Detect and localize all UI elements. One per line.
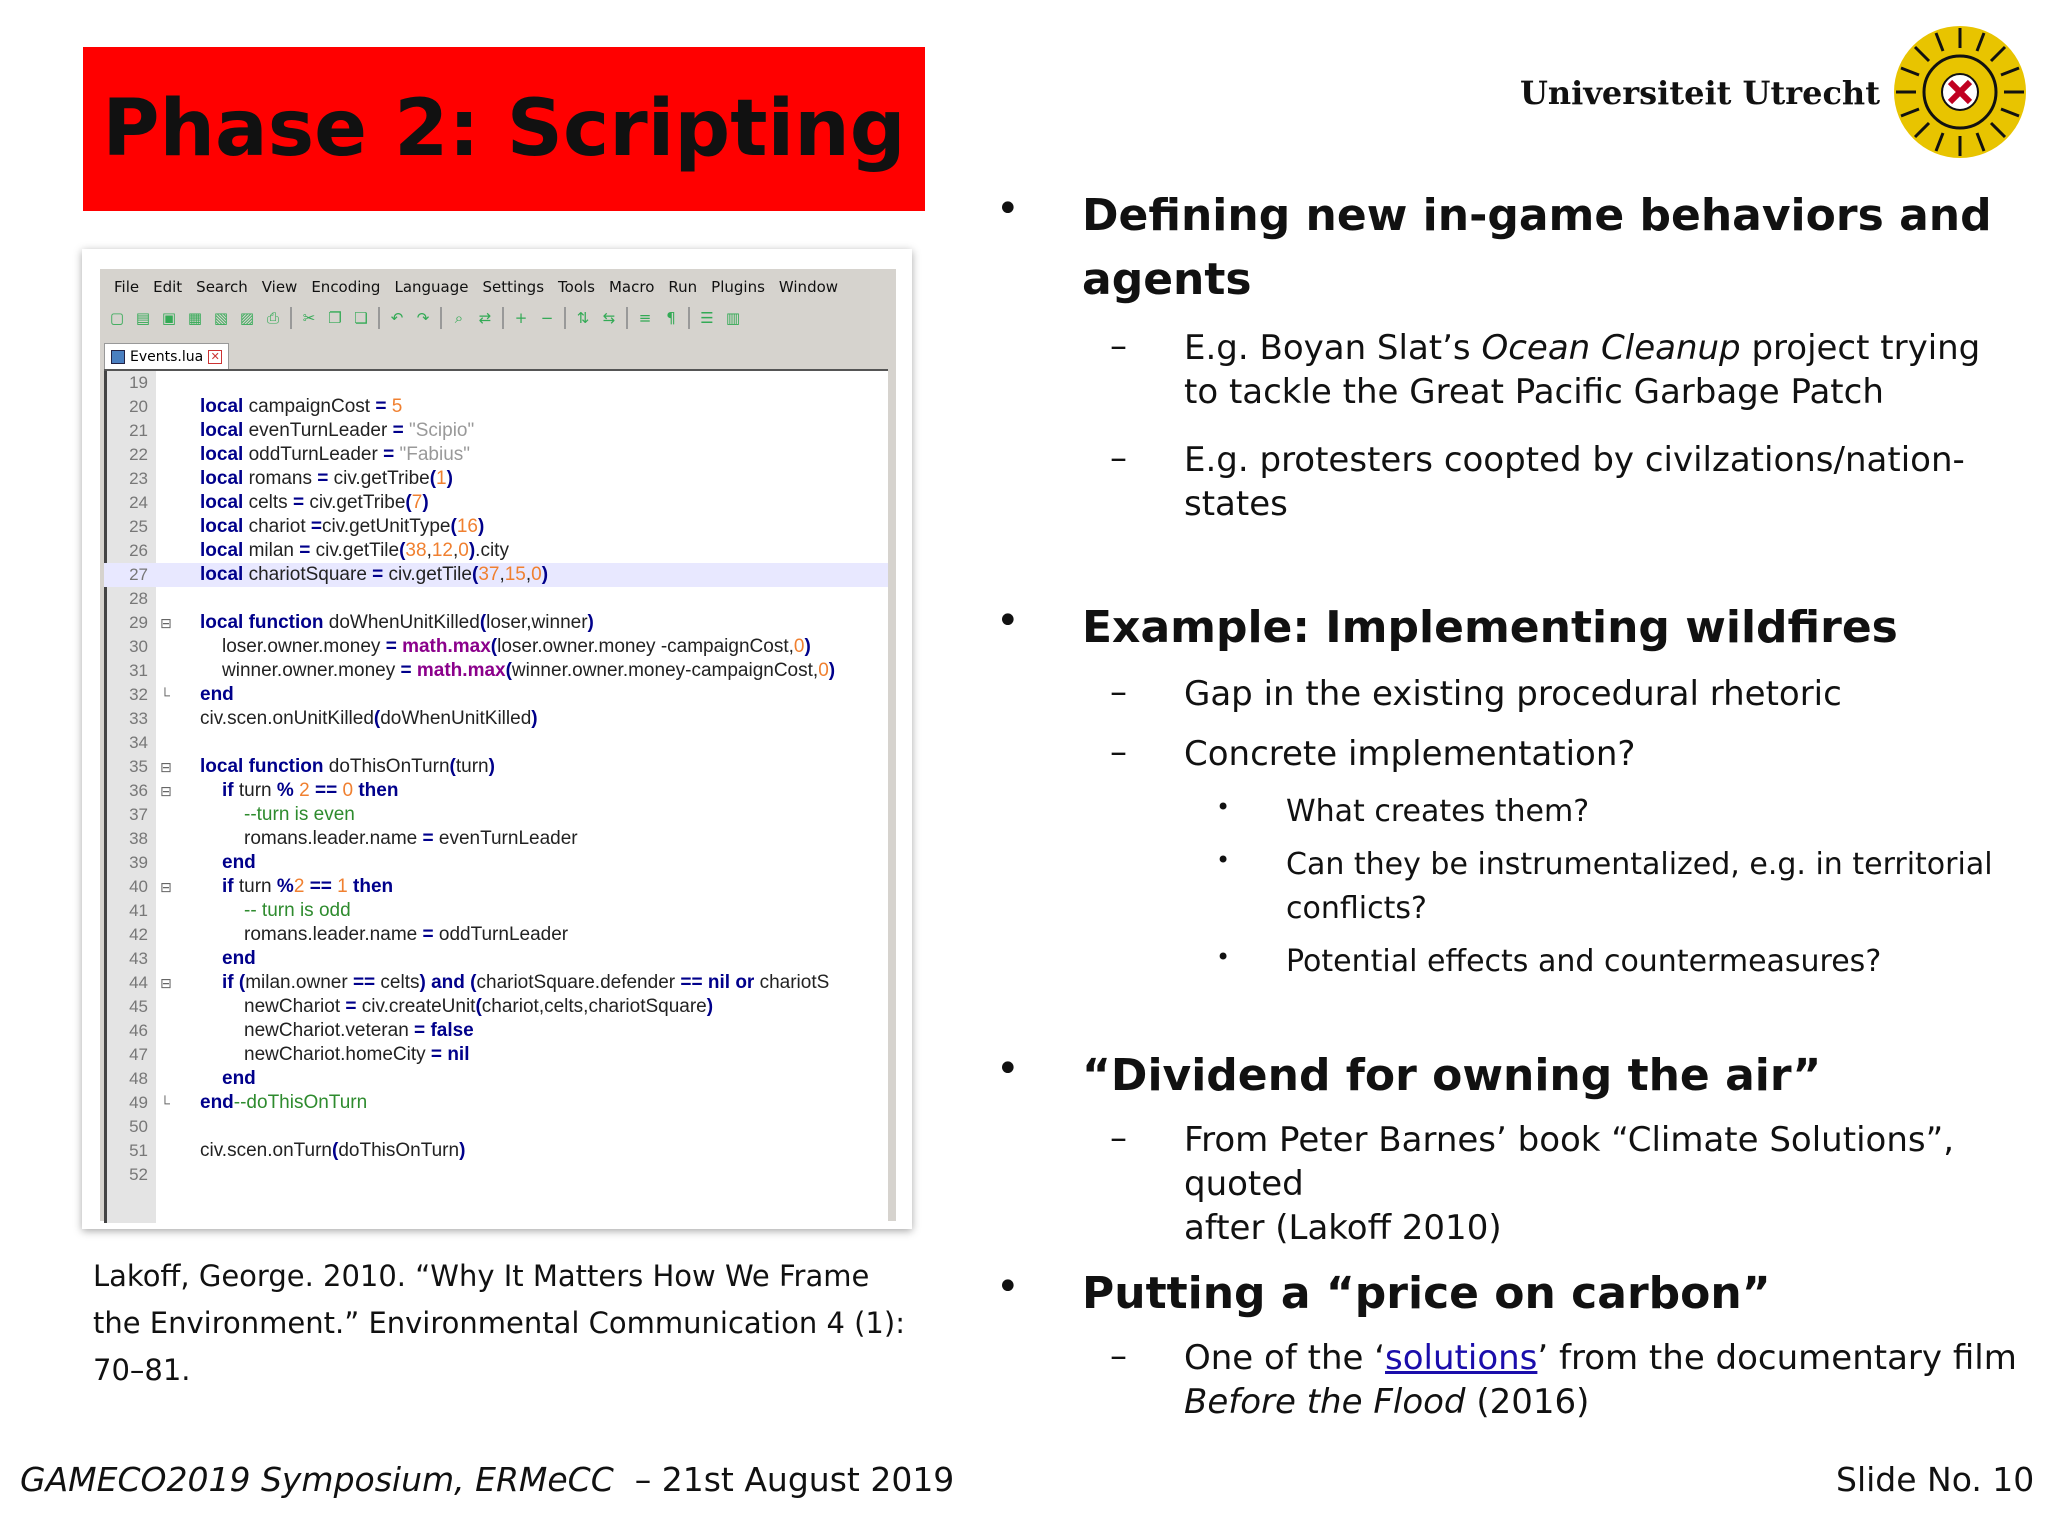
- footer-event: GAMECO2019 Symposium, ERMeCC – 21st August 2019: [20, 1460, 955, 1499]
- code-line: 45 newChariot = civ.createUnit(chariot,celts,chariotSquare): [129, 996, 714, 1017]
- replace-icon: ⇄: [478, 309, 492, 327]
- zoom-in-icon: +: [514, 309, 528, 327]
- code-line: 22 local oddTurnLeader = "Fabius": [129, 444, 471, 465]
- print-icon: ⎙: [266, 309, 279, 327]
- slide-title: Phase 2: Scripting: [102, 84, 906, 174]
- code-line: 26 local milan = civ.getTile(38,12,0).city: [129, 540, 509, 561]
- bullet-3-sub-1: From Peter Barnes’ book “Climate Solutions”, quoted after (Lakoff 2010): [1184, 1120, 1954, 1248]
- paste-icon: ❏: [354, 309, 368, 327]
- code-line: 29 ⊟ local function doWhenUnitKilled(loser,winner): [129, 612, 594, 633]
- dash-icon: –: [1110, 438, 1127, 478]
- slide-number: Slide No. 10: [1836, 1460, 2035, 1499]
- toolbar-separator: [440, 307, 442, 329]
- indent-guide-icon: ☰: [700, 309, 714, 327]
- close-tab-icon: ✕: [208, 350, 222, 364]
- dash-icon: –: [1110, 1336, 1127, 1376]
- toolbar-separator: [688, 307, 690, 329]
- dash-icon: –: [1110, 732, 1127, 772]
- code-line: 31 winner.owner.money = math.max(winner.owner.money-campaignCost,0): [129, 660, 836, 681]
- code-line: 51 civ.scen.onTurn(doThisOnTurn): [129, 1140, 466, 1161]
- code-line: 21 local evenTurnLeader = "Scipio": [129, 420, 475, 441]
- editor-screenshot: [82, 249, 912, 1229]
- undo-icon: ↶: [390, 309, 404, 327]
- file-tab-label: Events.lua: [130, 348, 204, 365]
- code-line: 30 loser.owner.money = math.max(loser.owner.money -campaignCost,0): [129, 636, 811, 657]
- bullet-dot-icon: •: [996, 598, 1020, 644]
- save-all-icon: ▦: [187, 309, 203, 327]
- dash-icon: –: [1110, 1118, 1127, 1158]
- code-line: 20 local campaignCost = 5: [129, 396, 403, 417]
- menu-window: Window: [778, 278, 839, 296]
- editor-tabbar: [104, 343, 892, 369]
- toolbar-separator: [378, 307, 380, 329]
- code-line: 52: [129, 1165, 148, 1184]
- sub-bullet-dot-icon: •: [1216, 793, 1231, 821]
- cut-icon: ✂: [302, 309, 316, 327]
- new-file-icon: ▢: [109, 309, 125, 327]
- bullet-4-sub-1: One of the ‘solutions’ from the documentary film Before the Flood (2016): [1184, 1338, 2017, 1422]
- dash-icon: –: [1110, 672, 1127, 712]
- sub-bullet-dot-icon: •: [1216, 943, 1231, 971]
- code-line: 25 local chariot =civ.getUnitType(16): [129, 516, 485, 537]
- sync-h-icon: ⇆: [602, 309, 616, 327]
- solutions-link[interactable]: solutions: [1385, 1338, 1538, 1378]
- bullet-1-title: Defining new in-game behaviors and agents: [1082, 190, 1992, 305]
- dash-icon: –: [1110, 326, 1127, 366]
- wrap-icon: ≡: [638, 309, 652, 327]
- bullet-1-sub-2: E.g. protesters coopted by civilzations/nation- states: [1184, 440, 1965, 524]
- code-line: 23 local romans = civ.getTribe(1): [129, 468, 453, 489]
- bullet-dot-icon: •: [996, 186, 1020, 232]
- code-line: 36 ⊟ if turn % 2 == 0 then: [129, 780, 399, 801]
- close-file-icon: ▧: [213, 309, 229, 327]
- code-line: 41 -- turn is odd: [129, 900, 351, 921]
- code-line: 39 end: [129, 852, 256, 873]
- menu-search: Search: [196, 278, 248, 296]
- bullet-2-question-2: Can they be instrumentalized, e.g. in territorial conflicts?: [1286, 847, 1993, 926]
- code-line: 48 end: [129, 1068, 256, 1089]
- close-all-icon: ▨: [239, 309, 255, 327]
- code-line-current: 27 local chariotSquare = civ.getTile(37,15,0): [104, 563, 888, 587]
- bullet-2-title: Example: Implementing wildfires: [1082, 602, 1898, 653]
- bullet-2-question-1: What creates them?: [1286, 794, 1590, 829]
- code-line: 35 ⊟ local function doThisOnTurn(turn): [129, 756, 495, 777]
- title-banner: [83, 47, 925, 211]
- file-tab: [104, 343, 229, 369]
- bullet-2-question-3: Potential effects and countermeasures?: [1286, 944, 1882, 979]
- bullet-4-title: Putting a “price on carbon”: [1082, 1268, 1771, 1319]
- code-line: 49 └ end--doThisOnTurn: [129, 1092, 368, 1113]
- bullet-3-title: “Dividend for owning the air”: [1082, 1050, 1822, 1101]
- toolbar-separator: [564, 307, 566, 329]
- editor-toolbar: [106, 303, 890, 333]
- code-line: 47 newChariot.homeCity = nil: [129, 1044, 470, 1065]
- code-line: 50: [129, 1117, 148, 1136]
- sub-bullet-dot-icon: •: [1216, 846, 1231, 874]
- code-line: 42 romans.leader.name = oddTurnLeader: [129, 924, 569, 945]
- toolbar-separator: [626, 307, 628, 329]
- save-icon: ▣: [161, 309, 177, 327]
- code-area: [104, 369, 888, 1223]
- toolbar-separator: [502, 307, 504, 329]
- university-name: Universiteit Utrecht: [1520, 74, 1880, 112]
- menu-plugins: Plugins: [711, 278, 765, 296]
- doc-map-icon: ▥: [725, 309, 741, 327]
- zoom-out-icon: −: [540, 309, 554, 327]
- code-line: 37 --turn is even: [129, 804, 355, 825]
- code-line: 33 civ.scen.onUnitKilled(doWhenUnitKilled): [129, 708, 538, 729]
- code-line: 19: [129, 373, 148, 392]
- copy-icon: ❐: [328, 309, 342, 327]
- menu-file: File: [114, 278, 140, 296]
- bullet-2-sub-1: Gap in the existing procedural rhetoric: [1184, 674, 1842, 714]
- bullet-dot-icon: •: [996, 1046, 1020, 1092]
- bullet-dot-icon: •: [996, 1264, 1020, 1310]
- code-line: 40 ⊟ if turn %2 == 1 then: [129, 876, 394, 897]
- code-line: 43 end: [129, 948, 256, 969]
- menu-run: Run: [668, 278, 698, 296]
- university-seal-icon: [1892, 24, 2028, 160]
- menu-tools: Tools: [558, 278, 595, 296]
- code-line: 28: [129, 589, 148, 608]
- menu-settings: Settings: [482, 278, 545, 296]
- editor-window: [100, 269, 896, 1221]
- code-line: 44 ⊟ if (milan.owner == celts) and (chariotSquare.defender == nil or chariotS: [129, 972, 830, 993]
- code-line: 38 romans.leader.name = evenTurnLeader: [129, 828, 578, 849]
- find-icon: ⌕: [454, 309, 464, 327]
- code-line: 24 local celts = civ.getTribe(7): [129, 492, 429, 513]
- citation-text: Lakoff, George. 2010. “Why It Matters How We Frame the Environment.” Environmental Communication 4 (1): 70–81.: [93, 1259, 905, 1387]
- menu-edit: Edit: [153, 278, 183, 296]
- menu-macro: Macro: [608, 278, 655, 296]
- open-folder-icon: ▤: [135, 309, 151, 327]
- menu-language: Language: [394, 278, 469, 296]
- file-saved-icon: [111, 350, 125, 364]
- redo-icon: ↷: [416, 309, 430, 327]
- code-line: 32 └ end: [129, 684, 234, 705]
- sync-v-icon: ⇅: [576, 309, 590, 327]
- editor-menubar: [100, 269, 896, 299]
- bullet-2-sub-2: Concrete implementation?: [1184, 734, 1636, 774]
- show-symbols-icon: ¶: [666, 309, 676, 327]
- menu-view: View: [261, 278, 298, 296]
- code-line: 34: [129, 733, 148, 752]
- menu-encoding: Encoding: [311, 278, 381, 296]
- code-line: 46 newChariot.veteran = false: [129, 1020, 474, 1041]
- toolbar-separator: [290, 307, 292, 329]
- bullet-1-sub-1: E.g. Boyan Slat’s Ocean Cleanup project trying to tackle the Great Pacific Garbage Patch: [1184, 328, 1981, 412]
